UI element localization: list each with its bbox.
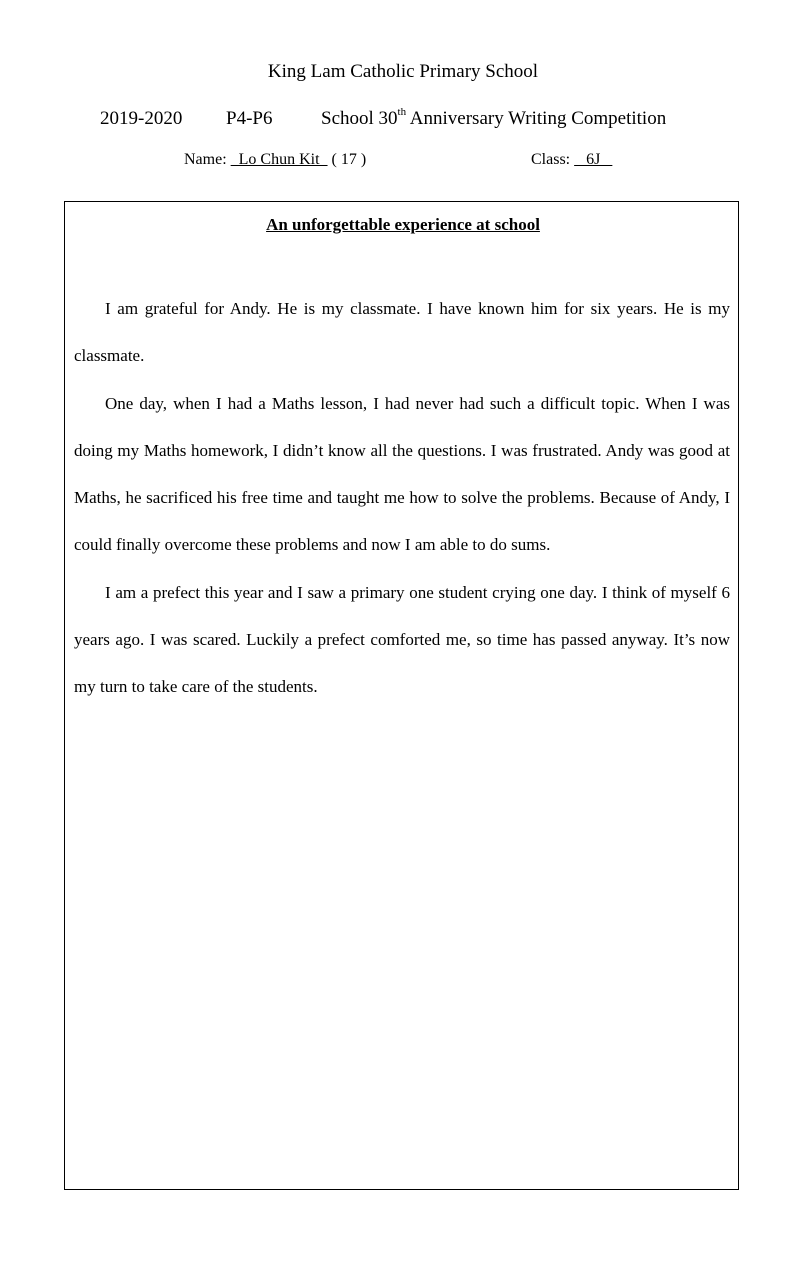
student-name-line: [184, 150, 366, 170]
name-label: Name:: [184, 151, 227, 168]
essay-paragraph: One day, when I had a Maths lesson, I had never had such a difficult topic. When I was doing my Maths homework, I didn’t know all the questions. I was frustrated. Andy was good at Maths, he sacrificed his free time and taught me how to solve the problems. Because of Andy, I could finally overcome these problems and now I am able to do sums.: [74, 393, 730, 555]
class-label: Class:: [531, 151, 571, 168]
school-name: King Lam Catholic Primary School: [267, 61, 539, 82]
student-name: Lo Chun Kit: [230, 151, 328, 168]
competition-title: [321, 107, 666, 131]
competition-prefix: School 30: [321, 108, 398, 129]
essay-paragraph: I am grateful for Andy. He is my classmate. I have known him for six years. He is my classmate.: [74, 299, 730, 366]
essay-paragraph: I am a prefect this year and I saw a primary one student crying one day. I think of myself 6 years ago. I was scared. Luckily a prefect comforted me, so time has passed anyway. It’s now my turn to take care of the students.: [74, 582, 730, 697]
grade-level: P4-P6: [226, 108, 273, 129]
class-line: [531, 150, 612, 170]
essay-body: [74, 285, 730, 711]
essay-title: An unforgettable experience at school: [266, 215, 540, 234]
school-year: 2019-2020: [100, 108, 183, 129]
class-value: 6J: [574, 151, 613, 168]
student-number: ( 17 ): [331, 151, 367, 168]
competition-superscript: th: [397, 106, 407, 118]
competition-suffix: Anniversary Writing Competition: [406, 108, 667, 129]
